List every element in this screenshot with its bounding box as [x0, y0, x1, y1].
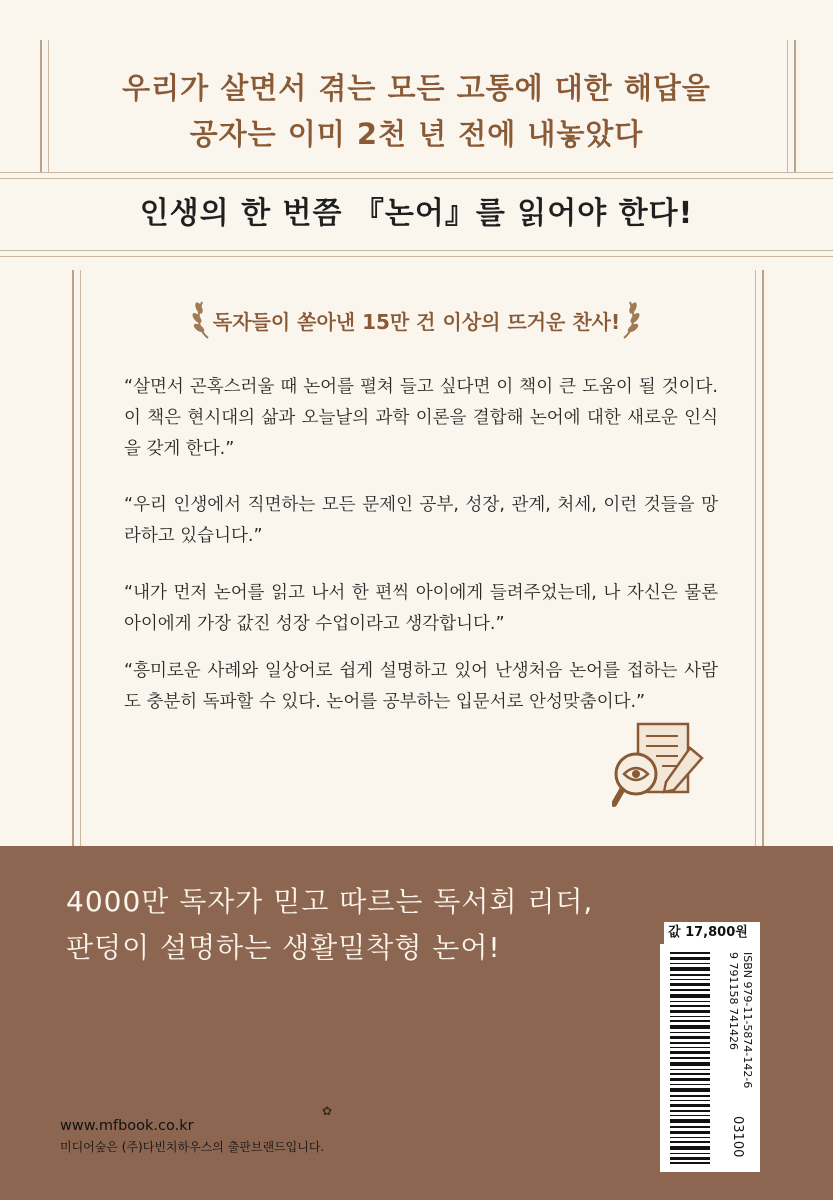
- isbn-barcode: [660, 944, 760, 1172]
- reader-quote: “우리 인생에서 직면하는 모든 문제인 공부, 성장, 관계, 처세, 이런 것들을 망라하고 있습니다.”: [124, 495, 718, 546]
- barcode-icon: [670, 952, 722, 1164]
- laurel-right-icon: [614, 298, 642, 340]
- divider: [0, 178, 833, 179]
- headline-line-1: 우리가 살면서 겪는 모든 고통에 대한 해답을: [122, 71, 711, 105]
- divider: [0, 250, 833, 251]
- price-label: 값 17,800원: [664, 922, 760, 944]
- reader-quote: “흥미로운 사례와 일상어로 쉽게 설명하고 있어 난생처음 논어를 접하는 사람도 충분히 독파할 수 있다. 논어를 공부하는 입문서로 안성맞춤이다.”: [124, 661, 718, 712]
- publisher-note: 미디어숲은 (주)다빈치하우스의 출판브랜드입니다.: [60, 1140, 325, 1154]
- divider: [0, 172, 833, 173]
- reader-quote: “살면서 곤혹스러울 때 논어를 펼쳐 들고 싶다면 이 책이 큰 도움이 될 것이다. 이 책은 현시대의 삶과 오늘날의 과학 이론을 결합해 논어에 대한 새로운 인식을 갖게 한다.”: [124, 377, 718, 459]
- document-magnifier-icon: [612, 718, 704, 818]
- divider: [0, 256, 833, 257]
- slogan-line-1: 4000만 독자가 믿고 따르는 독서회 리더,: [66, 885, 594, 918]
- set-code: 03100: [730, 1116, 745, 1158]
- publisher-website[interactable]: www.mfbook.co.kr: [60, 1118, 194, 1134]
- reader-quote: “내가 먼저 논어를 읽고 나서 한 편씩 아이에게 들려주었는데, 나 자신은 물론 아이에게 가장 값진 성장 수업이라고 생각합니다.”: [124, 583, 718, 634]
- publisher-mark: ✿: [322, 1104, 333, 1118]
- isbn-number: ISBN 979-11-5874-142-6: [741, 952, 754, 1089]
- banner-title: 인생의 한 번쯤 『논어』를 읽어야 한다!: [139, 196, 694, 231]
- slogan-line-2: 판덩이 설명하는 생활밀착형 논어!: [66, 931, 501, 964]
- headline-line-2: 공자는 이미 2천 년 전에 내놓았다: [189, 117, 644, 151]
- barcode-digits: 9 791158 741426: [727, 952, 740, 1050]
- praise-heading: 독자들이 쏟아낸 15만 건 이상의 뜨거운 찬사!: [212, 310, 621, 334]
